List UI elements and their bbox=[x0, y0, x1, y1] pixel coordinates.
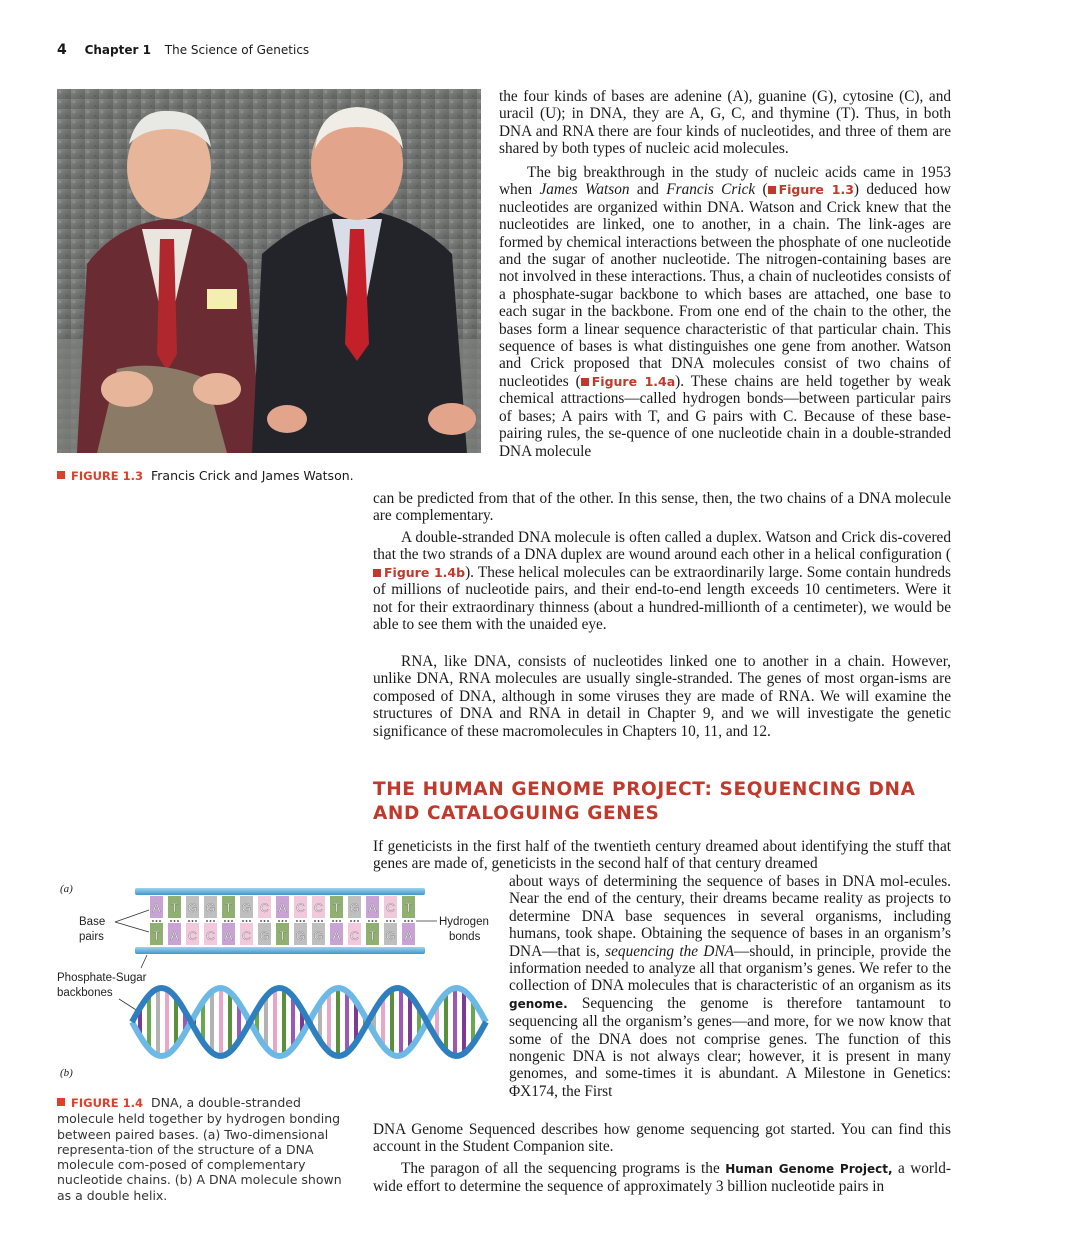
text-run: a world-wide effort to determine the sequence of approximately 3 billion nucleotide pairs in bbox=[373, 1160, 951, 1196]
hydrogen-bond-dot bbox=[372, 920, 374, 922]
bottom-base-letter: G bbox=[295, 929, 306, 943]
hydrogen-bond-dot bbox=[303, 920, 305, 922]
top-base-letter: C bbox=[314, 901, 323, 915]
hydrogen-bond-dot bbox=[249, 920, 251, 922]
top-base-letter: T bbox=[224, 901, 233, 915]
figure-marker-icon bbox=[373, 569, 381, 577]
hydrogen-bonds-label-line-2: bonds bbox=[449, 931, 481, 943]
bottom-base-letter: T bbox=[278, 929, 287, 943]
hydrogen-bond-dot bbox=[210, 920, 212, 922]
hydrogen-bond-dot bbox=[411, 920, 413, 922]
top-base-letter: A bbox=[278, 901, 287, 915]
text-run: and bbox=[629, 181, 667, 199]
bottom-base-letter: G bbox=[313, 929, 324, 943]
figure-1-3-reference-text: Figure 1.3 bbox=[778, 182, 854, 198]
double-helix bbox=[132, 988, 486, 1056]
hydrogen-bond-dot bbox=[213, 920, 215, 922]
top-base-letter: T bbox=[332, 901, 341, 915]
text-run: —should, in principle, provide the information needed to analyze all that organism’s genes. We refer to the collection of DNA molecules that is characteristic of an organism as its bbox=[509, 942, 951, 995]
page-number: 4 bbox=[57, 42, 67, 58]
top-base-letter: A bbox=[368, 901, 377, 915]
paragraph-sequencing bbox=[509, 873, 951, 1100]
bottom-base-letter: T bbox=[152, 929, 161, 943]
hydrogen-bond-dot bbox=[282, 920, 284, 922]
hydrogen-bond-dot bbox=[195, 920, 197, 922]
hydrogen-bond-dot bbox=[285, 920, 287, 922]
figure-1-4a-reference[interactable] bbox=[581, 374, 675, 389]
bottom-base-letter: G bbox=[259, 929, 270, 943]
top-base-letter: C bbox=[260, 901, 269, 915]
panel-a-label: (a) bbox=[60, 883, 73, 895]
hydrogen-bond-dot bbox=[339, 920, 341, 922]
hydrogen-bond-dot bbox=[318, 920, 320, 922]
figure-1-4-caption-text: DNA, a double-stranded molecule held together by hydrogen bonding between paired bases. (a) Two-dimensional representa-tion of the structure of a DNA molecule com-posed of complementary nucleotide chains. (b) A DNA molecule shown as a double helix. bbox=[57, 1095, 342, 1203]
top-base-letter: T bbox=[170, 901, 179, 915]
text-run: ). These helical molecules can be extraordinarily large. Some contain hundreds of millions of nucleotide pairs, and their end-to-end length exceeds 10 centimeters. Were it not for their extraordinary thinness (about a hundred-millionth of a centimeter), we would be able to see them with the unaided eye. bbox=[373, 563, 951, 634]
hydrogen-bond-dot bbox=[260, 920, 262, 922]
hydrogen-bond-dot bbox=[170, 920, 172, 922]
hydrogen-bonds-label-line-1: Hydrogen bbox=[439, 916, 489, 928]
top-base-letter: G bbox=[241, 901, 252, 915]
paragraph-duplex bbox=[373, 529, 951, 633]
bottom-base-letter: C bbox=[206, 929, 215, 943]
top-base-letter: G bbox=[205, 901, 216, 915]
hydrogen-bond-dot bbox=[368, 920, 370, 922]
bottom-base-letter: A bbox=[170, 929, 179, 943]
hydrogen-bond-dot bbox=[267, 920, 269, 922]
section-heading bbox=[373, 778, 933, 826]
top-base-letter: T bbox=[404, 901, 413, 915]
paragraph-geneticists-intro bbox=[373, 838, 951, 873]
base-pairs-leader-top bbox=[115, 910, 149, 922]
name-watson: James Watson bbox=[539, 181, 630, 199]
hydrogen-bond-dot bbox=[336, 920, 338, 922]
hydrogen-bond-dot bbox=[354, 920, 356, 922]
paragraph-complementary bbox=[373, 490, 951, 525]
text-run: The paragon of all the sequencing programs is the bbox=[401, 1160, 726, 1177]
text-run: about ways of determining the sequence of bases in DNA mol-ecules. Near the end of the century, their dreams became reality as projects to determine DNA base sequences in several organisms, including humans, took shape. Obtaining the sequence of bases in an organism’s DNA—that is, bbox=[509, 873, 951, 960]
top-backbone bbox=[135, 888, 425, 895]
text-run: Sequencing the genome is therefore tantamount to sequencing all the organism’s genes—and more, for we now know that some of the DNA does not comprise genes. The function of this nongenic DNA is not always clear; however, it is present in many genomes, and some-times it is abundant. A Milestone in Genetics: ΦX174, the First bbox=[509, 994, 951, 1100]
paragraph-bases-text: the four kinds of bases are adenine (A), guanine (G), cytosine (C), and uracil (U); in DNA, they are A, G, C, and thymine (T). Thus, in both DNA and RNA there are four kinds of nucleotides, and three of them are shared by both types of nucleic acid molecules. bbox=[499, 88, 951, 158]
figure-1-3-caption bbox=[57, 468, 367, 483]
backbone-label-line-2: backbones bbox=[57, 987, 113, 999]
bottom-base-letter: G bbox=[385, 929, 396, 943]
figure-1-4a-reference-text: Figure 1.4a bbox=[591, 373, 676, 389]
figure-1-4b-reference[interactable] bbox=[373, 565, 465, 580]
backbone-label-line-1: Phosphate-Sugar bbox=[57, 972, 147, 984]
panel-b-label: (b) bbox=[60, 1067, 73, 1079]
emphasis-sequencing: sequencing the DNA bbox=[605, 942, 735, 960]
crick-watson-photo bbox=[57, 89, 481, 453]
base-pairs-label-line-2: pairs bbox=[79, 931, 104, 943]
term-genome: genome. bbox=[509, 996, 568, 1011]
hydrogen-bond-dot bbox=[152, 920, 154, 922]
section-heading-line-1: THE HUMAN GENOME PROJECT: SEQUENCING DNA bbox=[373, 779, 916, 800]
bottom-backbone bbox=[135, 947, 425, 954]
chapter-label: Chapter 1 bbox=[84, 43, 151, 57]
paragraph-companion bbox=[373, 1121, 951, 1156]
top-base-letter: C bbox=[386, 901, 395, 915]
hydrogen-bond-dot bbox=[246, 920, 248, 922]
top-base-letter: A bbox=[152, 901, 161, 915]
top-base-letter: C bbox=[296, 901, 305, 915]
chapter-title: The Science of Genetics bbox=[164, 43, 310, 57]
hydrogen-bond-dot bbox=[300, 920, 302, 922]
text-run: A double-stranded DNA molecule is often called a duplex. Watson and Crick dis-covered that the two strands of a DNA duplex are wound around each other in a helical configuration ( bbox=[373, 529, 951, 564]
hydrogen-bond-dot bbox=[332, 920, 334, 922]
hydrogen-bond-dot bbox=[350, 920, 352, 922]
hydrogen-bond-dot bbox=[156, 920, 158, 922]
hydrogen-bond-dot bbox=[192, 920, 194, 922]
figure-marker-icon bbox=[581, 378, 589, 386]
hydrogen-bond-dot bbox=[264, 920, 266, 922]
text-run: ( bbox=[755, 181, 768, 199]
hydrogen-bond-dot bbox=[390, 920, 392, 922]
figure-marker-icon bbox=[57, 471, 65, 479]
figure-1-3-reference[interactable] bbox=[768, 182, 854, 197]
hydrogen-bond-dot bbox=[375, 920, 377, 922]
figure-1-3-caption-text: Francis Crick and James Watson. bbox=[150, 468, 354, 483]
text-run: ). These chains are held together by weak chemical attractions—called hydrogen bonds—between particular pairs of bases; A pairs with T, and G pairs with C. Because of these base-pairing rules, the se-quence of one nucleotide chain in a double-stranded DNA molecule bbox=[499, 372, 951, 460]
paragraph-rna bbox=[373, 653, 951, 740]
figure-1-4-label: FIGURE 1.4 bbox=[71, 1096, 143, 1110]
hydrogen-bond-dot bbox=[296, 920, 298, 922]
figure-1-4b-reference-text: Figure 1.4b bbox=[384, 564, 466, 580]
hydrogen-bond-dot bbox=[386, 920, 388, 922]
figure-1-3-label: FIGURE 1.3 bbox=[71, 469, 143, 483]
hydrogen-bond-dot bbox=[393, 920, 395, 922]
running-header bbox=[57, 42, 309, 58]
hydrogen-bond-dot bbox=[278, 920, 280, 922]
top-base-letter: G bbox=[187, 901, 198, 915]
section-heading-line-2: AND CATALOGUING GENES bbox=[373, 803, 660, 824]
bottom-base-letter: A bbox=[224, 929, 233, 943]
hydrogen-bond-dot bbox=[321, 920, 323, 922]
figure-marker-icon bbox=[57, 1098, 65, 1106]
hydrogen-bond-dot bbox=[174, 920, 176, 922]
figure-1-4-caption bbox=[57, 1095, 357, 1203]
top-base-letter: G bbox=[349, 901, 360, 915]
text-run: RNA, like DNA, consists of nucleotides linked one to another in a chain. However, unlike DNA, RNA molecules are usually single-stranded. The genes of most organ-isms are composed of DNA, although in some viruses they are made of RNA. We will examine the structures of DNA and RNA in detail in Chapter 9, and we will investigate the genetic significance of these macromolecules in Chapters 10, 11, and 12. bbox=[373, 653, 951, 740]
term-human-genome-project: Human Genome Project, bbox=[725, 1162, 893, 1176]
paragraph-bases bbox=[499, 88, 951, 158]
bottom-base-letter: C bbox=[242, 929, 251, 943]
base-pairs-leader-bottom bbox=[115, 922, 149, 932]
hydrogen-bond-dot bbox=[224, 920, 226, 922]
hydrogen-bond-dot bbox=[206, 920, 208, 922]
hydrogen-bond-dot bbox=[242, 920, 244, 922]
base-pairs-label-line-1: Base bbox=[79, 916, 106, 928]
hydrogen-bond-dot bbox=[159, 920, 161, 922]
text-run: The big breakthrough in the study of nucleic acids came in 1953 when bbox=[499, 164, 951, 199]
text-run: DNA Genome Sequenced describes how genome sequencing got started. You can find this account in the Student Companion site. bbox=[373, 1121, 951, 1156]
hydrogen-bond-dot bbox=[404, 920, 406, 922]
bottom-base-letter: C bbox=[188, 929, 197, 943]
hydrogen-bond-dot bbox=[408, 920, 410, 922]
hydrogen-bond-dot bbox=[188, 920, 190, 922]
paragraph-breakthrough bbox=[499, 164, 951, 460]
name-crick: Francis Crick bbox=[666, 181, 756, 199]
text-run: can be predicted from that of the other. In this sense, then, the two chains of a DNA molecule are complementary. bbox=[373, 490, 951, 525]
backbone-leader-top bbox=[141, 955, 147, 968]
bottom-base-letter: C bbox=[350, 929, 359, 943]
hydrogen-bond-dot bbox=[228, 920, 230, 922]
dna-diagram bbox=[57, 880, 497, 1080]
text-run: If geneticists in the first half of the twentieth century dreamed about identifying the stuff that genes are made of, geneticists in the second half of that century dreamed bbox=[373, 838, 951, 873]
hydrogen-bond-dot bbox=[177, 920, 179, 922]
text-run: ) deduced how nucleotides are organized within DNA. Watson and Crick knew that the nucleotides are linked, one to another, in a chain. The link-ages are formed by chemical interactions between the phosphate of one nucleotide and the sugar of another nucleotide. The nitrogen-containing bases are not involved in these interactions. Thus, a chain of nucleotides consists of a phosphate-sugar backbone to which bases are attached, one base to each sugar in the backbone. From one end of the chain to the other, the bases form a linear sequence characteristic of that particular chain. This sequence of bases is what distinguishes one gene from another. Watson and Crick proposed that DNA molecules consist of two chains of nucleotides ( bbox=[499, 181, 951, 390]
bottom-base-letter: A bbox=[332, 929, 341, 943]
hydrogen-bond-dot bbox=[357, 920, 359, 922]
base-pair-ladder bbox=[150, 896, 415, 945]
hydrogen-bond-dot bbox=[314, 920, 316, 922]
bottom-base-letter: T bbox=[368, 929, 377, 943]
hydrogen-bond-dot bbox=[231, 920, 233, 922]
paragraph-human-genome-project bbox=[373, 1160, 951, 1196]
bottom-base-letter: A bbox=[404, 929, 413, 943]
figure-marker-icon bbox=[768, 186, 776, 194]
